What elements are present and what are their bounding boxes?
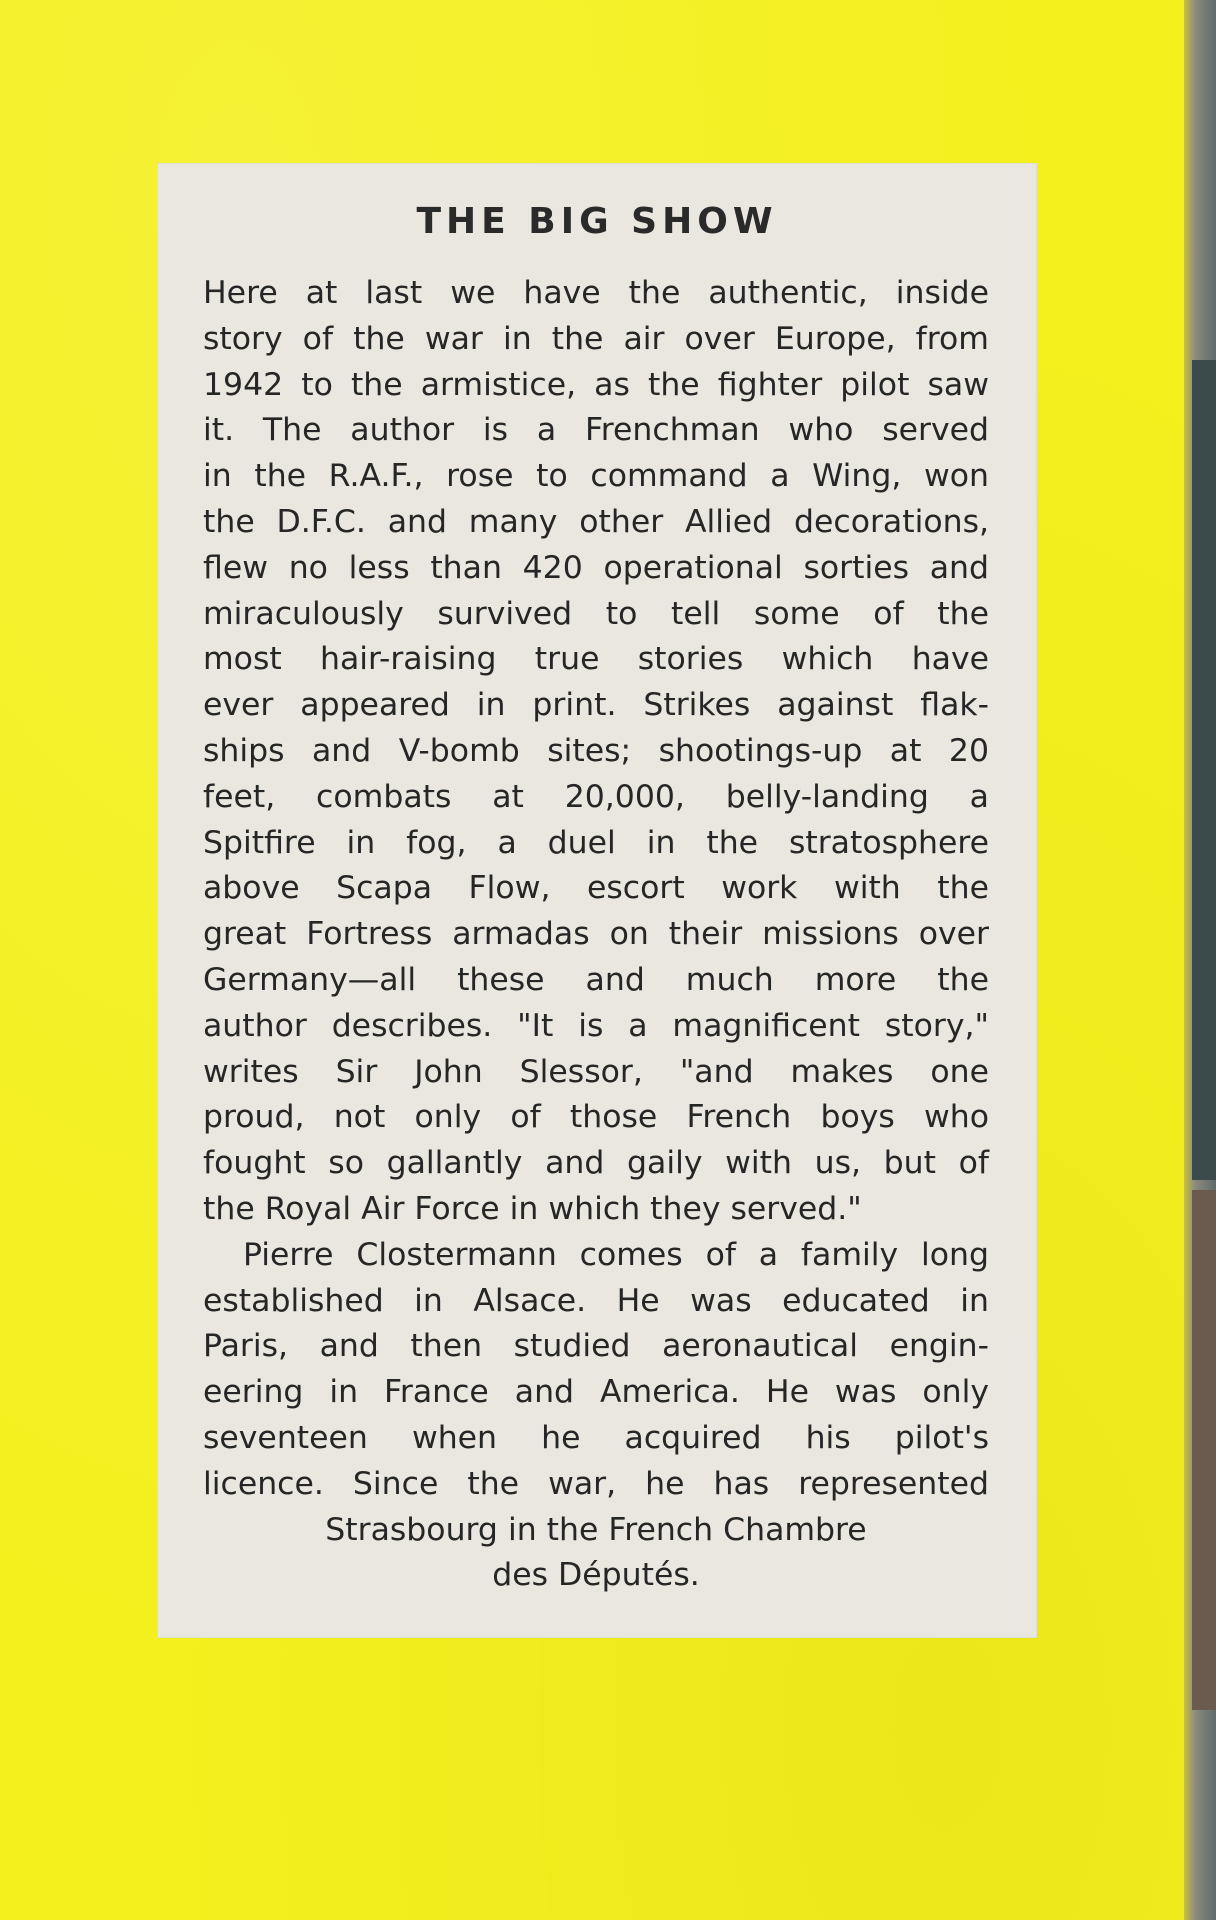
blurb-line: story of the war in the air over Europe, from [203,320,989,357]
blurb-line: above Scapa Flow, escort work with the [203,870,989,907]
bio-line: Pierre Clostermann comes of a family long [243,1236,989,1273]
blurb-line: great Fortress armadas on their missions over [203,916,989,953]
book-spine-edge [1184,0,1216,1920]
blurb-line: 1942 to the armistice, as the fighter pilot saw [203,366,989,403]
blurb-line: the D.F.C. and many other Allied decorations, [203,503,989,540]
blurb-line: most hair-raising true stories which have [203,641,989,678]
blurb-line: ever appeared in print. Strikes against flak- [203,687,989,724]
bio-line: eering in France and America. He was only [203,1374,989,1411]
bio-line: Paris, and then studied aeronautical engin- [203,1328,989,1365]
blurb-line: Here at last we have the authentic, inside [203,275,989,311]
blurb-line: proud, not only of those French boys who [203,1099,989,1136]
blurb-line: flew no less than 420 operational sorties and [203,549,989,586]
spine-band [1192,1190,1216,1710]
blurb-line: writes Sir John Slessor, "and makes one [203,1053,989,1090]
blurb-panel [157,163,1037,1638]
bio-line: licence. Since the war, he has represented [203,1465,989,1502]
blurb-line: Spitfire in fog, a duel in the stratosphere [203,824,989,861]
blurb-line: miraculously survived to tell some of the [203,595,989,632]
book-title: THE BIG SHOW [416,201,778,242]
blurb-line: feet, combats at 20,000, belly-landing a [203,778,989,815]
blurb-line: author describes. "It is a magnificent story," [203,1007,989,1044]
blurb-line: it. The author is a Frenchman who served [203,412,989,449]
bio-line: des Députés. [492,1557,700,1594]
bio-line: Strasbourg in the French Chambre [325,1511,867,1548]
blurb-line: the Royal Air Force in which they served." [203,1190,862,1227]
blurb-line: fought so gallantly and gaily with us, but of [203,1145,989,1182]
blurb-line: ships and V-bomb sites; shootings-up at 20 [203,732,989,769]
blurb-line: in the R.A.F., rose to command a Wing, won [203,458,989,495]
spine-band [1192,360,1216,1180]
blurb-text [203,271,989,1599]
bio-line: seventeen when he acquired his pilot's [203,1419,989,1456]
blurb-line: Germany—all these and much more the [203,961,989,998]
bio-line: established in Alsace. He was educated in [203,1282,989,1319]
